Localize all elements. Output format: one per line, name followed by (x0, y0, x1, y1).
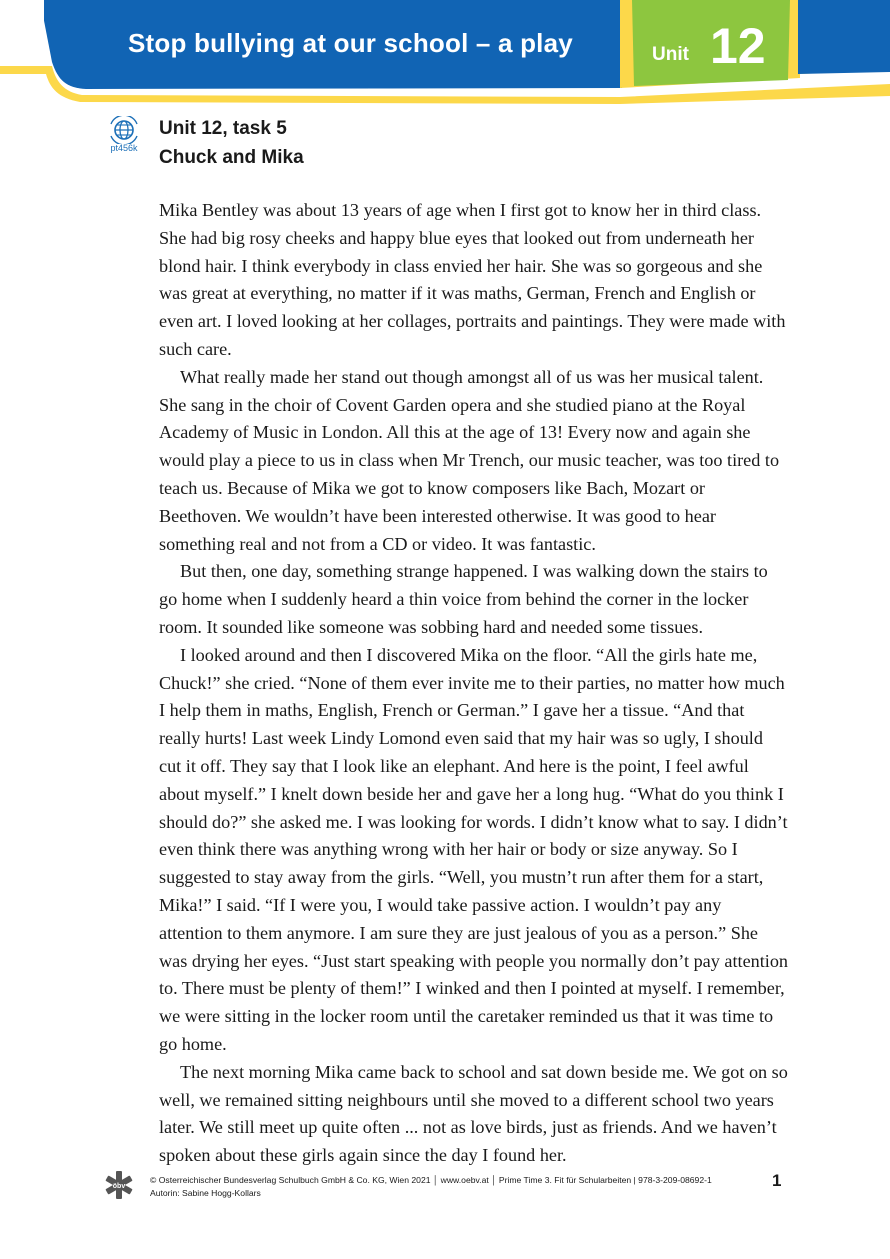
task-title: Unit 12, task 5 (159, 118, 287, 139)
story-paragraph: What really made her stand out though amongst all of us was her musical talent. She sang in the choir of Covent Garden opera and she studied piano at the Royal Academy of Music in London. All this at the age of 13! Every now and again she would play a piece to us in class when Mr Trench, our music teacher, was too tired to teach us. Because of Mika we got to know composers like Bach, Mozart or Beethoven. We wouldn’t have been interested otherwise. It was good to hear something real and not from a CD or video. It was fantastic. (159, 366, 780, 554)
unit-number: 12 (710, 18, 766, 74)
header-banner (0, 0, 890, 110)
page-number: 1 (772, 1171, 782, 1190)
story-text (159, 197, 789, 1170)
unit-label: Unit (652, 44, 689, 65)
footer-credits (150, 1174, 712, 1200)
story-paragraph: I looked around and then I discovered Mika on the floor. “All the girls hate me, Chuck!” she cried. “None of them ever invite me to their parties, no matter how much I help them in maths, English, French or German.” I gave her a tissue. “And that really hurts! Last week Lindy Lomond even said that my hair was so ugly, I should cut it off. They say that I look like an elephant. And here is the point, I feel awful about myself.” I knelt down beside her and gave her a long hug. “What do you think I should do?” she asked me. I was looking for words. I didn’t know what to say. I didn’t even think there was anything wrong with her hair or body or size anyway. So I suggested to stay away from the girls. “Well, you mustn’t run after them for a start, Mika!” I said. “If I were you, I would take passive action. I wouldn’t pay any attention to them anymore. I am sure they are just jealous of you as a person.” She was drying her eyes. “Just start speaking with people you normally don’t pay attention to. There must be plenty of them!” I winked and then I pointed at myself. I remember, we were sitting in the locker room until the caretaker reminded us that it was time to go home. (159, 644, 789, 1054)
svg-text:öbv: öbv (112, 1183, 126, 1190)
task-heading (159, 114, 304, 172)
story-paragraph: Mika Bentley was about 13 years of age when I first got to know her in third class. She had big rosy cheeks and happy blue eyes that looked out from underneath her blond hair. I think everybody in class envied her hair. She was so gorgeous and she was great at everything, no matter if it was maths, German, French and English or even art. I loved looking at her collages, portraits and paintings. They were made with such care. (159, 200, 786, 359)
footer-copyright: © Osterreichischer Bundesverlag Schulbuch GmbH & Co. KG, Wien 2021 │ www.oebv.at │ Prime Time 3. Fit für Schularbeiten | 978-3-209-08692-1 (150, 1175, 712, 1185)
task-subtitle: Chuck and Mika (159, 147, 304, 168)
story-paragraph: The next morning Mika came back to school and sat down beside me. We got on so well, we remained sitting neighbours until she moved to a different school two years later. We still meet up quite often ... not as love birds, just as friends. And we haven’t spoken about these girls again since the day I found her. (159, 1061, 788, 1166)
publisher-logo (104, 1170, 134, 1200)
oebv-logo-icon (104, 1170, 134, 1200)
web-link[interactable] (105, 116, 143, 160)
globe-icon (105, 116, 143, 144)
web-link-code[interactable]: pt456k (110, 143, 138, 153)
page-title: Stop bullying at our school – a play (128, 28, 573, 58)
story-paragraph: But then, one day, something strange happened. I was walking down the stairs to go home when I suddenly heard a thin voice from behind the corner in the locker room. It sounded like someone was sobbing hard and needed some tissues. (159, 561, 768, 637)
footer-author: Autorin: Sabine Hogg-Kollars (150, 1188, 261, 1198)
